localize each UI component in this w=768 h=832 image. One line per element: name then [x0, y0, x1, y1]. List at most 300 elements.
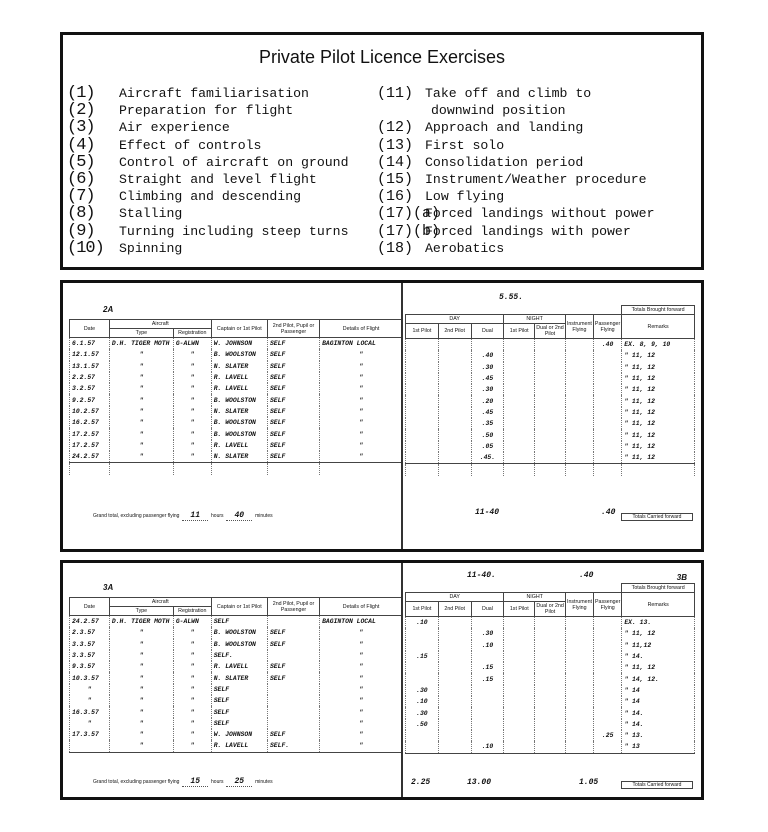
instrument-cell [565, 339, 593, 351]
day-dual-cell: .15 [471, 673, 504, 684]
captain-cell: W. JOHNSON [211, 729, 267, 740]
night-p1-cell [504, 441, 535, 452]
remarks-cell: " 13 [622, 741, 695, 753]
brought-forward-dual: 11-40. [467, 571, 496, 580]
day-dual-cell: .15 [471, 662, 504, 673]
night-dual-cell [535, 730, 566, 741]
exercise-item [377, 102, 699, 119]
night-p1-cell [504, 628, 535, 639]
logbook-page-2 [60, 280, 704, 552]
registration-cell: " [173, 394, 211, 405]
remarks-cell: " 14, 12. [622, 673, 695, 684]
day-dual-cell: .45. [471, 452, 504, 464]
registration-cell: " [173, 740, 211, 752]
night-dual-cell [535, 429, 566, 440]
night-p1-cell [504, 651, 535, 662]
logbook-right-rows [406, 617, 695, 754]
day-dual-cell [471, 696, 504, 707]
instrument-cell [565, 407, 593, 418]
remarks-cell: " 13. [622, 730, 695, 741]
pilot2-cell: SELF [267, 349, 319, 360]
empty-cell [70, 463, 110, 475]
registration-cell: " [173, 661, 211, 672]
passenger-cell [594, 741, 622, 753]
instrument-cell [565, 362, 593, 373]
exercise-text: Aircraft familiarisation [119, 86, 309, 101]
exercise-number: (1) [67, 85, 95, 103]
grand-total-hours: 15 [182, 777, 208, 787]
pilot2-cell: SELF [267, 729, 319, 740]
day-dual-cell: .05 [471, 441, 504, 452]
exercise-number: (15) [377, 170, 414, 188]
col-day: DAY [406, 315, 504, 324]
grand-total-hours: 11 [182, 511, 208, 521]
aircraft-type-cell: " [109, 451, 173, 463]
col-day-dual: Dual [471, 324, 504, 339]
captain-cell: SELF [211, 616, 267, 628]
instrument-cell [565, 651, 593, 662]
exercise-item [67, 102, 367, 119]
table-row [70, 616, 403, 628]
day-p1-cell [406, 640, 439, 651]
exercise-item [377, 85, 699, 102]
day-p2-cell [438, 441, 471, 452]
exercise-number: (7) [67, 187, 95, 207]
day-p1-cell: .50 [406, 719, 439, 730]
captain-cell: B. WOOLSTON [211, 627, 267, 638]
day-p1-cell [406, 373, 439, 384]
details-cell: " [320, 428, 403, 439]
registration-cell: " [173, 627, 211, 638]
table-row [406, 362, 695, 373]
hours-label: hours [211, 779, 224, 785]
remarks-cell: " 11, 12 [622, 441, 695, 452]
table-row [406, 617, 695, 629]
instrument-cell [565, 350, 593, 361]
night-p1-cell [504, 685, 535, 696]
exercise-number: (6) [67, 169, 95, 189]
captain-cell: R. LAVELL [211, 740, 267, 752]
col-day-p2: 2nd Pilot [438, 602, 471, 617]
pilot2-cell: SELF [267, 672, 319, 683]
col-day: DAY [406, 593, 504, 602]
empty-cell [438, 464, 471, 476]
night-p1-cell [504, 696, 535, 707]
day-p1-cell [406, 662, 439, 673]
table-row [70, 639, 403, 650]
passenger-cell [593, 395, 621, 406]
logbook-left-sheet [69, 569, 403, 791]
day-p1-cell [406, 362, 439, 373]
captain-cell: SELF [211, 706, 267, 717]
captain-cell: B. WOOLSTON [211, 349, 267, 360]
details-cell: " [320, 361, 403, 372]
registration-cell: " [173, 361, 211, 372]
pilot2-cell: SELF [267, 639, 319, 650]
logbook-left-rows [70, 616, 403, 753]
day-dual-cell [471, 339, 504, 351]
exercise-text: Straight and level flight [119, 171, 317, 187]
col-aircraft: Aircraft [109, 320, 211, 329]
passenger-cell [594, 628, 622, 639]
captain-cell: R. LAVELL [211, 383, 267, 394]
empty-cell [211, 463, 267, 475]
night-p1-cell [504, 640, 535, 651]
aircraft-type-cell: " [109, 394, 173, 405]
passenger-cell [593, 441, 621, 452]
passenger-cell [593, 418, 621, 429]
table-row [70, 440, 403, 451]
exercise-text: Effect of controls [119, 137, 262, 153]
night-dual-cell [535, 628, 566, 639]
table-row [70, 406, 403, 417]
captain-cell: B. WOOLSTON [211, 428, 267, 439]
remarks-cell: " 11, 12 [622, 662, 695, 673]
night-p1-cell [504, 741, 535, 753]
aircraft-type-cell: D.H. TIGER MOTH [109, 616, 173, 628]
exercise-text: Preparation for flight [119, 103, 294, 119]
details-cell: " [320, 451, 403, 463]
exercises-right-column [377, 85, 699, 257]
night-dual-cell [535, 384, 566, 395]
day-p1-cell [406, 452, 439, 464]
totals-carried-forward-label: Totals Carried forward [621, 781, 693, 789]
exercise-text: Turning including steep turns [119, 223, 349, 239]
table-row [70, 706, 403, 717]
passenger-cell [594, 673, 622, 684]
night-dual-cell [535, 339, 566, 351]
aircraft-type-cell: " [109, 718, 173, 729]
exercise-item [377, 171, 699, 188]
remarks-cell: " 14 [622, 696, 695, 707]
exercise-text: Aerobatics [425, 240, 505, 256]
captain-cell: N. SLATER [211, 451, 267, 463]
instrument-cell [565, 662, 593, 673]
day-p2-cell [438, 741, 471, 753]
carried-forward-passenger: .40 [601, 508, 616, 517]
table-row [406, 707, 695, 718]
remarks-cell: " 11, 12 [622, 407, 695, 418]
instrument-cell [565, 696, 593, 707]
table-row [70, 740, 403, 752]
exercise-text: Low flying [425, 189, 505, 205]
exercise-item [67, 188, 367, 205]
registration-cell: " [173, 706, 211, 717]
day-dual-cell: .20 [471, 395, 504, 406]
col-date: Date [70, 598, 110, 616]
col-night: NIGHT [504, 593, 566, 602]
aircraft-type-cell: " [109, 417, 173, 428]
instrument-cell [565, 741, 593, 753]
details-cell: " [320, 661, 403, 672]
pilot2-cell: SELF [267, 661, 319, 672]
date-cell: 24.2.57 [70, 451, 110, 463]
day-p2-cell [438, 662, 471, 673]
pilot2-cell [267, 650, 319, 661]
remarks-cell: " 11, 12 [622, 452, 695, 464]
empty-cell [504, 464, 535, 476]
grand-total-label: Grand total, excluding passenger flying [93, 513, 180, 519]
registration-cell: " [173, 372, 211, 383]
registration-cell: " [173, 383, 211, 394]
day-p1-cell: .30 [406, 685, 439, 696]
minutes-label: minutes [255, 513, 273, 519]
col-night-p1: 1st Pilot [504, 602, 535, 617]
registration-cell: " [173, 349, 211, 360]
table-row [406, 407, 695, 418]
col-instrument: Instrument Flying [565, 593, 593, 617]
table-row [70, 729, 403, 740]
passenger-cell [593, 362, 621, 373]
col-day-p1: 1st Pilot [406, 324, 439, 339]
night-dual-cell [535, 441, 566, 452]
pilot2-cell: SELF [267, 451, 319, 463]
empty-cell [535, 464, 566, 476]
day-p2-cell [438, 407, 471, 418]
remarks-cell: EX. 13. [622, 617, 695, 629]
details-cell: BAGINTON LOCAL [320, 616, 403, 628]
instrument-cell [565, 628, 593, 639]
details-cell: " [320, 740, 403, 752]
night-p1-cell [504, 429, 535, 440]
night-dual-cell [535, 651, 566, 662]
table-row [406, 685, 695, 696]
passenger-cell: .25 [594, 730, 622, 741]
details-cell: " [320, 406, 403, 417]
table-row [70, 627, 403, 638]
instrument-cell [565, 685, 593, 696]
day-p1-cell [406, 429, 439, 440]
pilot2-cell: SELF [267, 440, 319, 451]
col-night-dual: Dual or 2nd Pilot [536, 603, 564, 615]
exercise-number: (16) [377, 188, 414, 206]
exercise-item [377, 137, 699, 154]
remarks-cell: " 14. [622, 707, 695, 718]
pilot2-cell: SELF [267, 338, 319, 350]
day-dual-cell: .50 [471, 429, 504, 440]
registration-cell: " [173, 639, 211, 650]
date-cell: 16.2.57 [70, 417, 110, 428]
col-day-dual: Dual [471, 602, 504, 617]
exercise-text: Instrument/Weather procedure [425, 171, 647, 187]
instrument-cell [565, 395, 593, 406]
table-row [406, 662, 695, 673]
captain-cell: N. SLATER [211, 361, 267, 372]
exercise-text: Consolidation period [425, 154, 584, 170]
totals-brought-forward-label: Totals Brought forward [622, 306, 695, 315]
aircraft-type-cell: " [109, 661, 173, 672]
date-cell: 3.2.57 [70, 383, 110, 394]
col-type: Type [109, 607, 173, 616]
night-dual-cell [535, 452, 566, 464]
day-p1-cell: .10 [406, 696, 439, 707]
exercise-number: (10) [67, 238, 104, 257]
pilot2-cell [267, 684, 319, 695]
details-cell: " [320, 718, 403, 729]
pilot2-cell: SELF [267, 627, 319, 638]
empty-cell [320, 463, 403, 475]
empty-cell [471, 464, 504, 476]
table-row [70, 417, 403, 428]
table-row [70, 684, 403, 695]
exercise-item [67, 171, 367, 188]
day-dual-cell: .30 [471, 384, 504, 395]
details-cell: " [320, 417, 403, 428]
captain-cell: SELF [211, 695, 267, 706]
exercise-text: Spinning [119, 240, 183, 256]
aircraft-type-cell: " [109, 650, 173, 661]
logbook-left-table [69, 597, 403, 753]
date-cell: 10.3.57 [70, 672, 110, 683]
passenger-cell [594, 640, 622, 651]
night-dual-cell [535, 418, 566, 429]
table-row [406, 418, 695, 429]
table-row [406, 628, 695, 639]
night-p1-cell [504, 707, 535, 718]
table-row [70, 383, 403, 394]
pilot2-cell: SELF [267, 394, 319, 405]
logbook-right-table [405, 305, 695, 476]
passenger-cell [594, 696, 622, 707]
night-p1-cell [504, 384, 535, 395]
col-type: Type [109, 329, 173, 338]
aircraft-type-cell: " [109, 440, 173, 451]
col-night-p1: 1st Pilot [504, 324, 535, 339]
captain-cell: SELF [211, 718, 267, 729]
exercise-number: (4) [67, 135, 95, 155]
table-row [406, 429, 695, 440]
instrument-cell [565, 384, 593, 395]
day-p2-cell [438, 685, 471, 696]
pilot2-cell [267, 706, 319, 717]
captain-cell: B. WOOLSTON [211, 394, 267, 405]
day-dual-cell [471, 719, 504, 730]
day-dual-cell [471, 617, 504, 629]
table-row [70, 338, 403, 350]
date-cell [70, 740, 110, 752]
pilot2-cell: SELF [267, 361, 319, 372]
registration-cell: " [173, 417, 211, 428]
night-dual-cell [535, 685, 566, 696]
empty-cell [267, 463, 319, 475]
captain-cell: SELF [211, 684, 267, 695]
table-row [70, 349, 403, 360]
exercise-item [377, 205, 699, 222]
date-cell: " [70, 695, 110, 706]
captain-cell: N. SLATER [211, 672, 267, 683]
remarks-cell: " 11, 12 [622, 350, 695, 361]
table-row [406, 452, 695, 464]
grand-total-line [93, 511, 273, 521]
col-passenger: Passenger Flying [594, 593, 622, 617]
exercise-text: Climbing and descending [119, 189, 302, 205]
night-dual-cell [535, 617, 566, 629]
pilot2-cell [267, 718, 319, 729]
night-dual-cell [535, 640, 566, 651]
aircraft-type-cell: " [109, 706, 173, 717]
details-cell: " [320, 706, 403, 717]
table-row [406, 741, 695, 753]
day-dual-cell: .10 [471, 640, 504, 651]
table-row-empty [406, 464, 695, 476]
table-row [70, 718, 403, 729]
day-dual-cell: .40 [471, 350, 504, 361]
aircraft-type-cell: " [109, 349, 173, 360]
instrument-cell [565, 640, 593, 651]
day-p2-cell [438, 707, 471, 718]
pilot2-cell [267, 616, 319, 628]
table-row [406, 395, 695, 406]
details-cell: " [320, 639, 403, 650]
empty-cell [173, 463, 211, 475]
exercise-item [67, 119, 367, 136]
night-p1-cell [504, 373, 535, 384]
day-p1-cell [406, 628, 439, 639]
col-remarks: Remarks [622, 593, 695, 617]
remarks-cell: " 11, 12 [622, 362, 695, 373]
exercises-panel [60, 32, 704, 270]
empty-cell [593, 464, 621, 476]
aircraft-type-cell: " [109, 740, 173, 752]
remarks-cell: " 14. [622, 719, 695, 730]
instrument-cell [565, 707, 593, 718]
exercises-title: Private Pilot Licence Exercises [258, 47, 506, 67]
aircraft-type-cell: " [109, 406, 173, 417]
pilot2-cell: SELF [267, 372, 319, 383]
page-tag-right: 3B [676, 573, 687, 582]
day-p2-cell [438, 362, 471, 373]
registration-cell: " [173, 428, 211, 439]
instrument-cell [565, 617, 593, 629]
passenger-cell [594, 685, 622, 696]
pilot2-cell: SELF [267, 383, 319, 394]
page-tag: 2A [103, 305, 114, 314]
day-dual-cell: .30 [471, 362, 504, 373]
night-p1-cell [504, 339, 535, 351]
exercise-number: (8) [67, 204, 95, 224]
col-day-p2: 2nd Pilot [438, 324, 471, 339]
remarks-cell: " 11, 12 [622, 628, 695, 639]
captain-cell: R. LAVELL [211, 372, 267, 383]
day-p1-cell: .15 [406, 651, 439, 662]
day-p2-cell [438, 617, 471, 629]
aircraft-type-cell: " [109, 672, 173, 683]
captain-cell: B. WOOLSTON [211, 639, 267, 650]
exercise-number: (17)(a) [377, 205, 441, 223]
logbook-right-sheet [405, 569, 695, 791]
details-cell: " [320, 650, 403, 661]
exercise-number: (11) [377, 85, 414, 102]
day-dual-cell: .45 [471, 407, 504, 418]
aircraft-type-cell: " [109, 684, 173, 695]
table-row [70, 394, 403, 405]
details-cell: " [320, 627, 403, 638]
captain-cell: R. LAVELL [211, 661, 267, 672]
day-p1-cell [406, 673, 439, 684]
table-row [406, 384, 695, 395]
day-p2-cell [438, 673, 471, 684]
registration-cell: " [173, 684, 211, 695]
day-p1-cell [406, 350, 439, 361]
remarks-cell: " 11, 12 [622, 429, 695, 440]
grand-total-line [93, 777, 273, 787]
aircraft-type-cell: " [109, 428, 173, 439]
exercise-text: Air experience [119, 120, 230, 136]
logbook-right-sheet [405, 289, 695, 543]
passenger-cell [593, 429, 621, 440]
grand-total-minutes: 25 [226, 777, 252, 787]
carried-forward-passenger: 1.05 [579, 778, 599, 787]
